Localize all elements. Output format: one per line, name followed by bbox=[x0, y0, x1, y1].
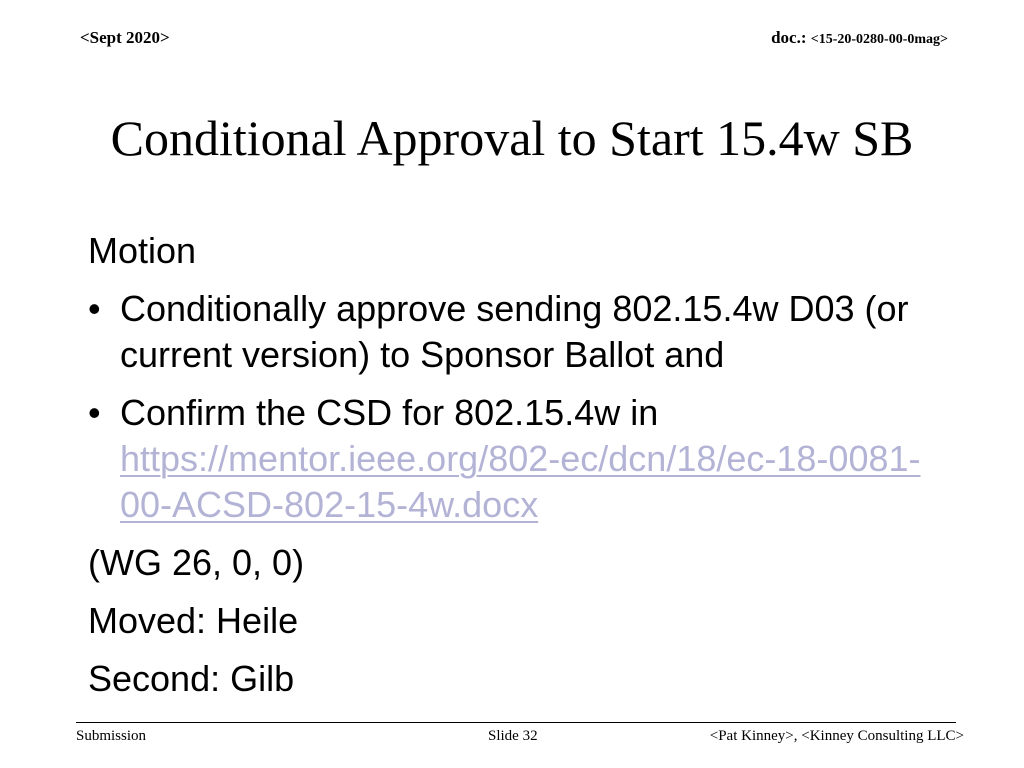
csd-document-link[interactable]: https://mentor.ieee.org/802-ec/dcn/18/ec-18-0081-00-ACSD-802-15-4w.docx bbox=[120, 438, 921, 525]
header-doc-number: <15-20-0280-00-0mag> bbox=[810, 32, 948, 47]
moved-by: Moved: Heile bbox=[88, 600, 299, 641]
header-doc-label: doc.: bbox=[771, 28, 811, 47]
footer-divider bbox=[76, 722, 956, 723]
motion-label: Motion bbox=[88, 230, 197, 271]
seconded-by: Second: Gilb bbox=[88, 658, 295, 699]
footer-slide-number: Slide 32 bbox=[488, 728, 538, 744]
slide-body bbox=[88, 228, 948, 714]
bullet-text-csd: Confirm the CSD for 802.15.4w in bbox=[120, 392, 659, 433]
bullet-dot-icon: • bbox=[88, 392, 101, 433]
footer-author: <Pat Kinney>, <Kinney Consulting LLC> bbox=[709, 728, 964, 744]
bullet-text-approve: Conditionally approve sending 802.15.4w D03 (or current version) to Sponsor Ballot and bbox=[120, 288, 909, 375]
header-date: <Sept 2020> bbox=[80, 28, 170, 47]
footer-submission: Submission bbox=[76, 728, 147, 744]
bullet-item-csd bbox=[88, 390, 948, 528]
bullet-dot-icon: • bbox=[88, 288, 101, 329]
bullet-item-approve bbox=[88, 286, 948, 378]
slide-title: Conditional Approval to Start 15.4w SB bbox=[110, 110, 914, 166]
header-doc-reference bbox=[771, 28, 948, 48]
vote-result: (WG 26, 0, 0) bbox=[88, 542, 305, 583]
